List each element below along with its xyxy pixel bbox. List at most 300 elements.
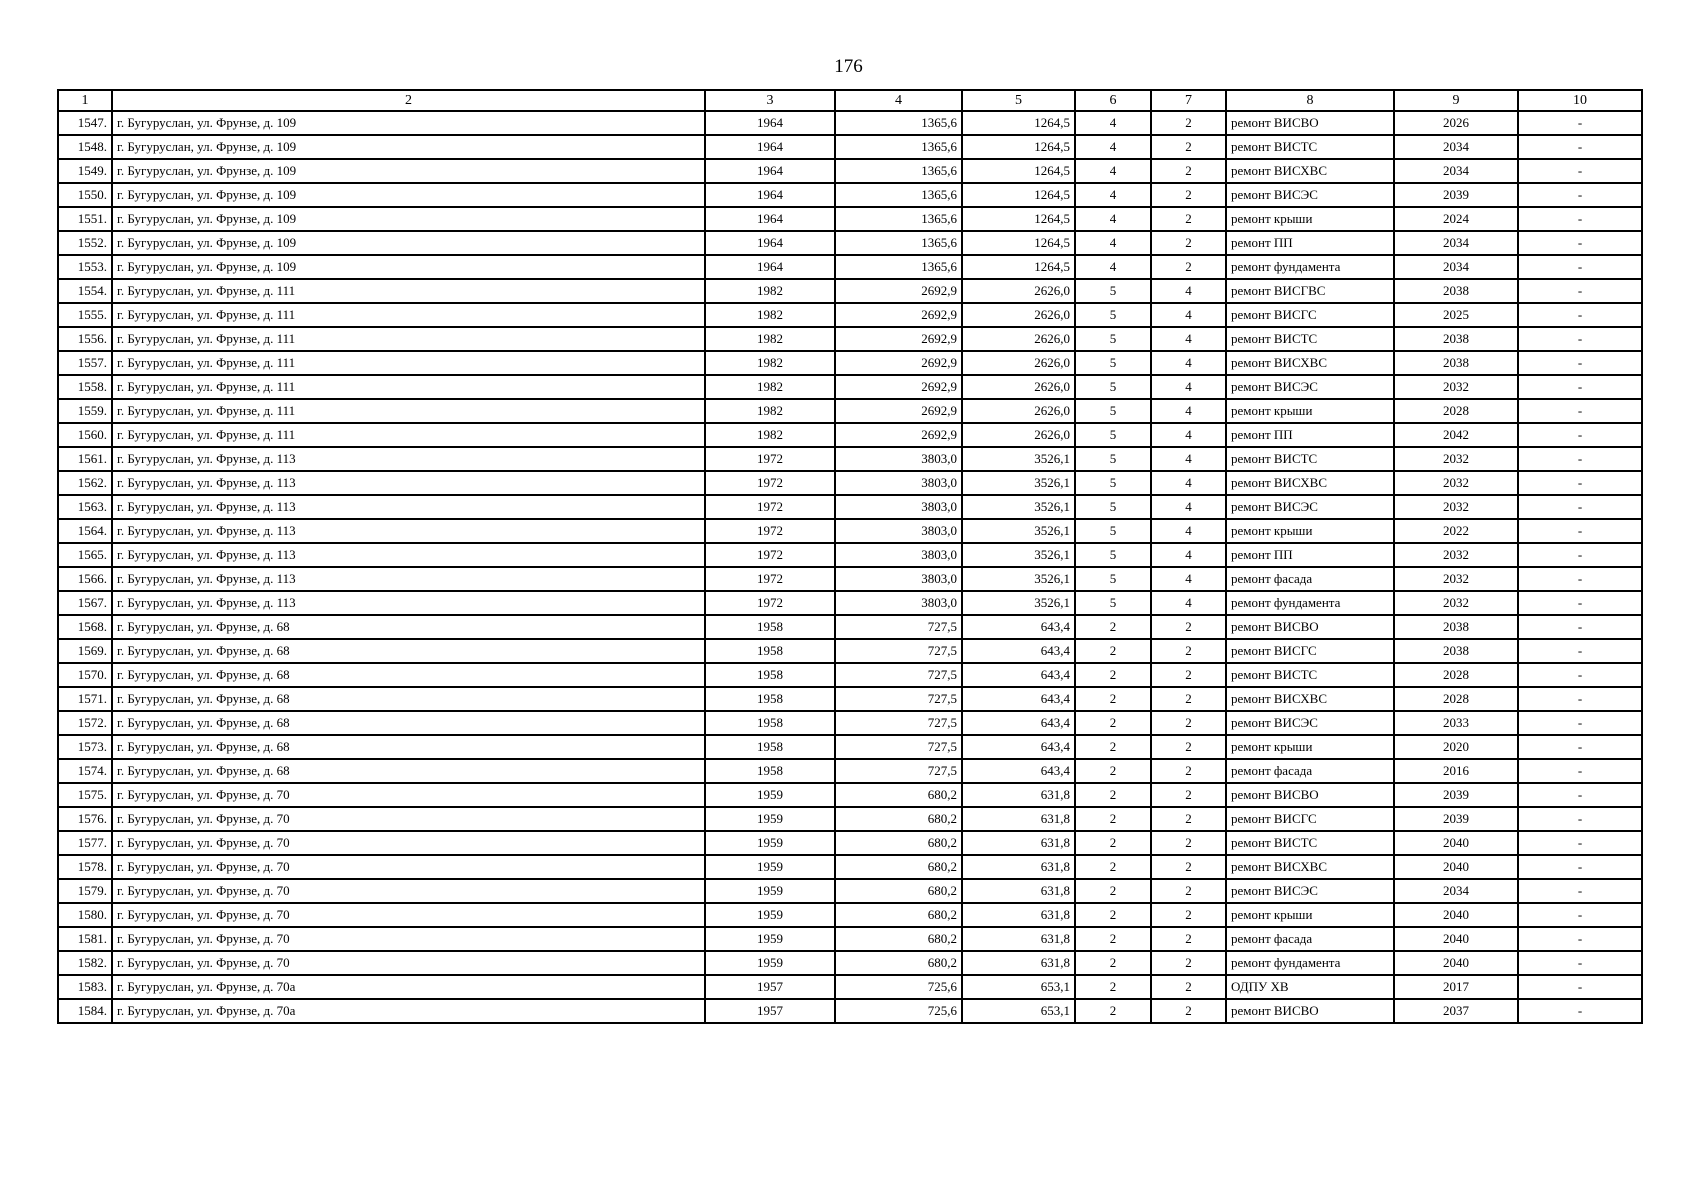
table-row xyxy=(58,543,1642,567)
work-type-cell: ремонт ПП xyxy=(1226,543,1394,567)
note-cell: - xyxy=(1518,327,1642,351)
floors-cell: 4 xyxy=(1075,183,1151,207)
work-type-cell: ремонт крыши xyxy=(1226,207,1394,231)
address-cell: г. Бугуруслан, ул. Фрунзе, д. 111 xyxy=(112,303,705,327)
note-cell: - xyxy=(1518,759,1642,783)
table-row xyxy=(58,375,1642,399)
entrances-cell: 4 xyxy=(1151,375,1226,399)
table-row xyxy=(58,687,1642,711)
note-cell: - xyxy=(1518,375,1642,399)
living-area-cell: 631,8 xyxy=(962,951,1075,975)
year-built-cell: 1964 xyxy=(705,135,835,159)
floors-cell: 4 xyxy=(1075,255,1151,279)
total-area-cell: 2692,9 xyxy=(835,279,962,303)
address-cell: г. Бугуруслан, ул. Фрунзе, д. 70 xyxy=(112,903,705,927)
work-type-cell: ремонт ПП xyxy=(1226,231,1394,255)
planned-year-cell: 2034 xyxy=(1394,135,1518,159)
floors-cell: 2 xyxy=(1075,687,1151,711)
row-number-cell: 1548. xyxy=(58,135,112,159)
row-number-cell: 1564. xyxy=(58,519,112,543)
row-number-cell: 1556. xyxy=(58,327,112,351)
living-area-cell: 2626,0 xyxy=(962,375,1075,399)
living-area-cell: 631,8 xyxy=(962,879,1075,903)
living-area-cell: 631,8 xyxy=(962,855,1075,879)
note-cell: - xyxy=(1518,183,1642,207)
table-row xyxy=(58,423,1642,447)
note-cell: - xyxy=(1518,255,1642,279)
living-area-cell: 3526,1 xyxy=(962,519,1075,543)
entrances-cell: 4 xyxy=(1151,303,1226,327)
address-cell: г. Бугуруслан, ул. Фрунзе, д. 70 xyxy=(112,855,705,879)
entrances-cell: 2 xyxy=(1151,111,1226,135)
entrances-cell: 4 xyxy=(1151,471,1226,495)
table-row xyxy=(58,711,1642,735)
row-number-cell: 1563. xyxy=(58,495,112,519)
row-number-cell: 1549. xyxy=(58,159,112,183)
living-area-cell: 1264,5 xyxy=(962,255,1075,279)
entrances-cell: 2 xyxy=(1151,855,1226,879)
floors-cell: 2 xyxy=(1075,879,1151,903)
year-built-cell: 1972 xyxy=(705,591,835,615)
work-type-cell: ремонт ВИСЭС xyxy=(1226,183,1394,207)
work-type-cell: ремонт ВИСТС xyxy=(1226,663,1394,687)
note-cell: - xyxy=(1518,855,1642,879)
planned-year-cell: 2032 xyxy=(1394,543,1518,567)
row-number-cell: 1566. xyxy=(58,567,112,591)
floors-cell: 2 xyxy=(1075,663,1151,687)
table-row xyxy=(58,231,1642,255)
total-area-cell: 2692,9 xyxy=(835,399,962,423)
living-area-cell: 1264,5 xyxy=(962,111,1075,135)
work-type-cell: ремонт крыши xyxy=(1226,735,1394,759)
address-cell: г. Бугуруслан, ул. Фрунзе, д. 109 xyxy=(112,135,705,159)
entrances-cell: 4 xyxy=(1151,327,1226,351)
row-number-cell: 1555. xyxy=(58,303,112,327)
row-number-cell: 1573. xyxy=(58,735,112,759)
year-built-cell: 1959 xyxy=(705,903,835,927)
table-row xyxy=(58,927,1642,951)
total-area-cell: 1365,6 xyxy=(835,111,962,135)
floors-cell: 5 xyxy=(1075,327,1151,351)
note-cell: - xyxy=(1518,207,1642,231)
work-type-cell: ремонт ВИСТС xyxy=(1226,831,1394,855)
row-number-cell: 1582. xyxy=(58,951,112,975)
year-built-cell: 1964 xyxy=(705,111,835,135)
address-cell: г. Бугуруслан, ул. Фрунзе, д. 113 xyxy=(112,519,705,543)
table-row xyxy=(58,951,1642,975)
living-area-cell: 643,4 xyxy=(962,759,1075,783)
year-built-cell: 1959 xyxy=(705,783,835,807)
work-type-cell: ремонт ВИСЭС xyxy=(1226,879,1394,903)
entrances-cell: 4 xyxy=(1151,495,1226,519)
work-type-cell: ремонт крыши xyxy=(1226,399,1394,423)
entrances-cell: 4 xyxy=(1151,519,1226,543)
year-built-cell: 1964 xyxy=(705,159,835,183)
row-number-cell: 1578. xyxy=(58,855,112,879)
entrances-cell: 2 xyxy=(1151,255,1226,279)
total-area-cell: 725,6 xyxy=(835,975,962,999)
work-type-cell: ремонт ВИСГС xyxy=(1226,807,1394,831)
year-built-cell: 1959 xyxy=(705,807,835,831)
row-number-cell: 1550. xyxy=(58,183,112,207)
entrances-cell: 2 xyxy=(1151,927,1226,951)
address-cell: г. Бугуруслан, ул. Фрунзе, д. 111 xyxy=(112,279,705,303)
work-type-cell: ремонт ВИСЭС xyxy=(1226,495,1394,519)
table-row xyxy=(58,351,1642,375)
year-built-cell: 1982 xyxy=(705,327,835,351)
planned-year-cell: 2039 xyxy=(1394,183,1518,207)
table-row xyxy=(58,159,1642,183)
address-cell: г. Бугуруслан, ул. Фрунзе, д. 68 xyxy=(112,663,705,687)
year-built-cell: 1958 xyxy=(705,687,835,711)
total-area-cell: 680,2 xyxy=(835,927,962,951)
year-built-cell: 1957 xyxy=(705,999,835,1023)
planned-year-cell: 2037 xyxy=(1394,999,1518,1023)
address-cell: г. Бугуруслан, ул. Фрунзе, д. 68 xyxy=(112,687,705,711)
living-area-cell: 3526,1 xyxy=(962,495,1075,519)
total-area-cell: 1365,6 xyxy=(835,231,962,255)
address-cell: г. Бугуруслан, ул. Фрунзе, д. 70 xyxy=(112,807,705,831)
table-row xyxy=(58,903,1642,927)
address-cell: г. Бугуруслан, ул. Фрунзе, д. 68 xyxy=(112,711,705,735)
year-built-cell: 1958 xyxy=(705,615,835,639)
living-area-cell: 3526,1 xyxy=(962,591,1075,615)
year-built-cell: 1972 xyxy=(705,567,835,591)
note-cell: - xyxy=(1518,159,1642,183)
total-area-cell: 727,5 xyxy=(835,639,962,663)
floors-cell: 5 xyxy=(1075,279,1151,303)
total-area-cell: 3803,0 xyxy=(835,567,962,591)
floors-cell: 4 xyxy=(1075,135,1151,159)
note-cell: - xyxy=(1518,663,1642,687)
column-header: 7 xyxy=(1151,90,1226,111)
work-type-cell: ремонт ВИСГС xyxy=(1226,303,1394,327)
row-number-cell: 1565. xyxy=(58,543,112,567)
row-number-cell: 1560. xyxy=(58,423,112,447)
floors-cell: 2 xyxy=(1075,951,1151,975)
year-built-cell: 1959 xyxy=(705,879,835,903)
note-cell: - xyxy=(1518,303,1642,327)
planned-year-cell: 2028 xyxy=(1394,399,1518,423)
year-built-cell: 1957 xyxy=(705,975,835,999)
year-built-cell: 1982 xyxy=(705,279,835,303)
entrances-cell: 2 xyxy=(1151,903,1226,927)
entrances-cell: 4 xyxy=(1151,399,1226,423)
row-number-cell: 1570. xyxy=(58,663,112,687)
work-type-cell: ремонт фасада xyxy=(1226,759,1394,783)
entrances-cell: 2 xyxy=(1151,687,1226,711)
note-cell: - xyxy=(1518,903,1642,927)
planned-year-cell: 2038 xyxy=(1394,615,1518,639)
planned-year-cell: 2033 xyxy=(1394,711,1518,735)
address-cell: г. Бугуруслан, ул. Фрунзе, д. 70 xyxy=(112,951,705,975)
note-cell: - xyxy=(1518,591,1642,615)
work-type-cell: ремонт фундамента xyxy=(1226,951,1394,975)
year-built-cell: 1959 xyxy=(705,927,835,951)
year-built-cell: 1964 xyxy=(705,183,835,207)
table-row xyxy=(58,255,1642,279)
address-cell: г. Бугуруслан, ул. Фрунзе, д. 68 xyxy=(112,615,705,639)
table-row xyxy=(58,327,1642,351)
year-built-cell: 1972 xyxy=(705,471,835,495)
planned-year-cell: 2040 xyxy=(1394,831,1518,855)
work-type-cell: ремонт ВИСХВС xyxy=(1226,687,1394,711)
address-cell: г. Бугуруслан, ул. Фрунзе, д. 109 xyxy=(112,159,705,183)
row-number-cell: 1584. xyxy=(58,999,112,1023)
floors-cell: 2 xyxy=(1075,999,1151,1023)
planned-year-cell: 2026 xyxy=(1394,111,1518,135)
row-number-cell: 1559. xyxy=(58,399,112,423)
year-built-cell: 1964 xyxy=(705,231,835,255)
address-cell: г. Бугуруслан, ул. Фрунзе, д. 113 xyxy=(112,543,705,567)
column-header: 1 xyxy=(58,90,112,111)
address-cell: г. Бугуруслан, ул. Фрунзе, д. 111 xyxy=(112,351,705,375)
note-cell: - xyxy=(1518,615,1642,639)
table-row xyxy=(58,207,1642,231)
entrances-cell: 2 xyxy=(1151,879,1226,903)
table-row xyxy=(58,855,1642,879)
year-built-cell: 1958 xyxy=(705,663,835,687)
note-cell: - xyxy=(1518,807,1642,831)
total-area-cell: 3803,0 xyxy=(835,519,962,543)
total-area-cell: 3803,0 xyxy=(835,447,962,471)
work-type-cell: ремонт ВИСТС xyxy=(1226,447,1394,471)
note-cell: - xyxy=(1518,279,1642,303)
planned-year-cell: 2028 xyxy=(1394,687,1518,711)
living-area-cell: 2626,0 xyxy=(962,327,1075,351)
planned-year-cell: 2034 xyxy=(1394,159,1518,183)
total-area-cell: 727,5 xyxy=(835,711,962,735)
planned-year-cell: 2032 xyxy=(1394,447,1518,471)
living-area-cell: 643,4 xyxy=(962,639,1075,663)
column-header: 10 xyxy=(1518,90,1642,111)
work-type-cell: ремонт ВИСХВС xyxy=(1226,471,1394,495)
planned-year-cell: 2039 xyxy=(1394,807,1518,831)
floors-cell: 5 xyxy=(1075,495,1151,519)
note-cell: - xyxy=(1518,351,1642,375)
planned-year-cell: 2040 xyxy=(1394,951,1518,975)
total-area-cell: 727,5 xyxy=(835,735,962,759)
address-cell: г. Бугуруслан, ул. Фрунзе, д. 111 xyxy=(112,399,705,423)
total-area-cell: 725,6 xyxy=(835,999,962,1023)
address-cell: г. Бугуруслан, ул. Фрунзе, д. 68 xyxy=(112,759,705,783)
work-type-cell: ремонт ВИСХВС xyxy=(1226,159,1394,183)
table-row xyxy=(58,303,1642,327)
note-cell: - xyxy=(1518,975,1642,999)
table-row xyxy=(58,111,1642,135)
living-area-cell: 631,8 xyxy=(962,783,1075,807)
work-type-cell: ремонт ВИСТС xyxy=(1226,327,1394,351)
total-area-cell: 2692,9 xyxy=(835,423,962,447)
note-cell: - xyxy=(1518,231,1642,255)
address-cell: г. Бугуруслан, ул. Фрунзе, д. 109 xyxy=(112,111,705,135)
address-cell: г. Бугуруслан, ул. Фрунзе, д. 70 xyxy=(112,879,705,903)
living-area-cell: 3526,1 xyxy=(962,471,1075,495)
entrances-cell: 4 xyxy=(1151,591,1226,615)
planned-year-cell: 2040 xyxy=(1394,855,1518,879)
page-number: 176 xyxy=(834,56,863,77)
address-cell: г. Бугуруслан, ул. Фрунзе, д. 109 xyxy=(112,231,705,255)
note-cell: - xyxy=(1518,471,1642,495)
table-row xyxy=(58,879,1642,903)
work-type-cell: ОДПУ ХВ xyxy=(1226,975,1394,999)
total-area-cell: 727,5 xyxy=(835,759,962,783)
living-area-cell: 643,4 xyxy=(962,735,1075,759)
table-row xyxy=(58,615,1642,639)
living-area-cell: 1264,5 xyxy=(962,207,1075,231)
row-number-cell: 1571. xyxy=(58,687,112,711)
row-number-cell: 1551. xyxy=(58,207,112,231)
row-number-cell: 1561. xyxy=(58,447,112,471)
total-area-cell: 1365,6 xyxy=(835,255,962,279)
entrances-cell: 4 xyxy=(1151,351,1226,375)
table-row xyxy=(58,447,1642,471)
floors-cell: 4 xyxy=(1075,111,1151,135)
total-area-cell: 680,2 xyxy=(835,903,962,927)
planned-year-cell: 2032 xyxy=(1394,567,1518,591)
living-area-cell: 643,4 xyxy=(962,711,1075,735)
note-cell: - xyxy=(1518,567,1642,591)
row-number-cell: 1577. xyxy=(58,831,112,855)
work-type-cell: ремонт ВИСХВС xyxy=(1226,855,1394,879)
address-cell: г. Бугуруслан, ул. Фрунзе, д. 70 xyxy=(112,831,705,855)
year-built-cell: 1972 xyxy=(705,519,835,543)
note-cell: - xyxy=(1518,135,1642,159)
year-built-cell: 1959 xyxy=(705,831,835,855)
planned-year-cell: 2034 xyxy=(1394,231,1518,255)
address-cell: г. Бугуруслан, ул. Фрунзе, д. 70 xyxy=(112,927,705,951)
address-cell: г. Бугуруслан, ул. Фрунзе, д. 111 xyxy=(112,423,705,447)
planned-year-cell: 2040 xyxy=(1394,903,1518,927)
year-built-cell: 1982 xyxy=(705,423,835,447)
floors-cell: 4 xyxy=(1075,207,1151,231)
living-area-cell: 2626,0 xyxy=(962,303,1075,327)
address-cell: г. Бугуруслан, ул. Фрунзе, д. 70а xyxy=(112,999,705,1023)
floors-cell: 5 xyxy=(1075,519,1151,543)
work-type-cell: ремонт фасада xyxy=(1226,927,1394,951)
living-area-cell: 1264,5 xyxy=(962,159,1075,183)
note-cell: - xyxy=(1518,447,1642,471)
floors-cell: 2 xyxy=(1075,639,1151,663)
address-cell: г. Бугуруслан, ул. Фрунзе, д. 70а xyxy=(112,975,705,999)
entrances-cell: 2 xyxy=(1151,663,1226,687)
floors-cell: 5 xyxy=(1075,567,1151,591)
work-type-cell: ремонт ВИСВО xyxy=(1226,111,1394,135)
table-row xyxy=(58,975,1642,999)
living-area-cell: 1264,5 xyxy=(962,231,1075,255)
note-cell: - xyxy=(1518,399,1642,423)
total-area-cell: 3803,0 xyxy=(835,495,962,519)
total-area-cell: 2692,9 xyxy=(835,327,962,351)
planned-year-cell: 2032 xyxy=(1394,591,1518,615)
entrances-cell: 2 xyxy=(1151,807,1226,831)
work-type-cell: ремонт крыши xyxy=(1226,519,1394,543)
planned-year-cell: 2034 xyxy=(1394,879,1518,903)
column-header: 4 xyxy=(835,90,962,111)
row-number-cell: 1574. xyxy=(58,759,112,783)
work-type-cell: ремонт крыши xyxy=(1226,903,1394,927)
column-header: 3 xyxy=(705,90,835,111)
table-row xyxy=(58,183,1642,207)
planned-year-cell: 2038 xyxy=(1394,351,1518,375)
living-area-cell: 631,8 xyxy=(962,807,1075,831)
total-area-cell: 2692,9 xyxy=(835,375,962,399)
work-type-cell: ремонт ВИСЭС xyxy=(1226,375,1394,399)
living-area-cell: 2626,0 xyxy=(962,351,1075,375)
year-built-cell: 1958 xyxy=(705,735,835,759)
floors-cell: 5 xyxy=(1075,423,1151,447)
entrances-cell: 2 xyxy=(1151,135,1226,159)
floors-cell: 2 xyxy=(1075,807,1151,831)
note-cell: - xyxy=(1518,423,1642,447)
address-cell: г. Бугуруслан, ул. Фрунзе, д. 68 xyxy=(112,735,705,759)
address-cell: г. Бугуруслан, ул. Фрунзе, д. 109 xyxy=(112,207,705,231)
work-type-cell: ремонт ВИСХВС xyxy=(1226,351,1394,375)
note-cell: - xyxy=(1518,879,1642,903)
entrances-cell: 4 xyxy=(1151,567,1226,591)
total-area-cell: 3803,0 xyxy=(835,543,962,567)
address-cell: г. Бугуруслан, ул. Фрунзе, д. 113 xyxy=(112,567,705,591)
row-number-cell: 1572. xyxy=(58,711,112,735)
table-row xyxy=(58,663,1642,687)
work-type-cell: ремонт ВИСВО xyxy=(1226,615,1394,639)
column-header: 6 xyxy=(1075,90,1151,111)
entrances-cell: 2 xyxy=(1151,735,1226,759)
planned-year-cell: 2039 xyxy=(1394,783,1518,807)
table-row xyxy=(58,735,1642,759)
table-row xyxy=(58,567,1642,591)
note-cell: - xyxy=(1518,783,1642,807)
work-type-cell: ремонт ВИСГВС xyxy=(1226,279,1394,303)
living-area-cell: 2626,0 xyxy=(962,399,1075,423)
entrances-cell: 2 xyxy=(1151,759,1226,783)
note-cell: - xyxy=(1518,951,1642,975)
row-number-cell: 1558. xyxy=(58,375,112,399)
living-area-cell: 3526,1 xyxy=(962,567,1075,591)
note-cell: - xyxy=(1518,495,1642,519)
total-area-cell: 1365,6 xyxy=(835,159,962,183)
row-number-cell: 1576. xyxy=(58,807,112,831)
address-cell: г. Бугуруслан, ул. Фрунзе, д. 113 xyxy=(112,447,705,471)
entrances-cell: 2 xyxy=(1151,615,1226,639)
living-area-cell: 1264,5 xyxy=(962,135,1075,159)
work-type-cell: ремонт ВИСГС xyxy=(1226,639,1394,663)
entrances-cell: 2 xyxy=(1151,975,1226,999)
entrances-cell: 4 xyxy=(1151,423,1226,447)
living-area-cell: 643,4 xyxy=(962,663,1075,687)
entrances-cell: 2 xyxy=(1151,831,1226,855)
floors-cell: 2 xyxy=(1075,711,1151,735)
table-row xyxy=(58,279,1642,303)
work-type-cell: ремонт фундамента xyxy=(1226,591,1394,615)
table-row xyxy=(58,831,1642,855)
entrances-cell: 4 xyxy=(1151,447,1226,471)
table-body xyxy=(58,111,1642,1023)
planned-year-cell: 2042 xyxy=(1394,423,1518,447)
total-area-cell: 680,2 xyxy=(835,807,962,831)
floors-cell: 2 xyxy=(1075,831,1151,855)
year-built-cell: 1959 xyxy=(705,951,835,975)
year-built-cell: 1972 xyxy=(705,447,835,471)
row-number-cell: 1568. xyxy=(58,615,112,639)
floors-cell: 2 xyxy=(1075,735,1151,759)
row-number-cell: 1583. xyxy=(58,975,112,999)
floors-cell: 2 xyxy=(1075,759,1151,783)
address-cell: г. Бугуруслан, ул. Фрунзе, д. 70 xyxy=(112,783,705,807)
living-area-cell: 653,1 xyxy=(962,999,1075,1023)
address-cell: г. Бугуруслан, ул. Фрунзе, д. 111 xyxy=(112,327,705,351)
total-area-cell: 727,5 xyxy=(835,615,962,639)
